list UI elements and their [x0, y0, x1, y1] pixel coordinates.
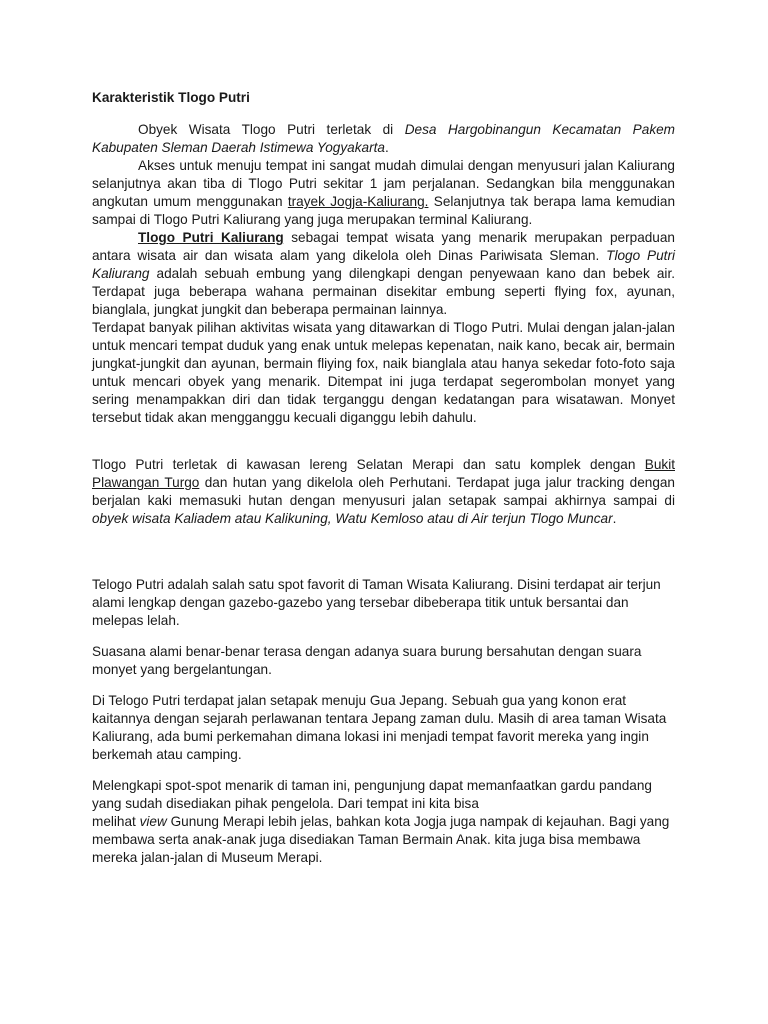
paragraph-spot-favorit: Telogo Putri adalah salah satu spot favorit di Taman Wisata Kaliurang. Disini terdapat air terjun alami lengkap dengan gazebo-gazebo yang tersebar dibeberapa titik untuk bersantai dan melepas lelah.	[92, 577, 661, 629]
text-run: melihat	[92, 814, 140, 830]
paragraph-area	[92, 456, 675, 528]
link-tlogo-putri-kaliurang[interactable]: Tlogo Putri Kaliurang	[138, 230, 284, 245]
text-run: adalah sebuah embung yang dilengkapi dengan penyewaan kano dan bebek air. Terdapat juga beberapa wahana permainan disekitar embung seperti flying fox, ayunan, bianglala, jungkat jungkit dan beberapa permainan lainnya.	[92, 266, 675, 318]
paragraph-activities: Terdapat banyak pilihan aktivitas wisata yang ditawarkan di Tlogo Putri. Mulai dengan jalan-jalan untuk mencari tempat duduk yang enak untuk melepas kepenatan, naik kano, becak air, bermain jungkat-jungkit dan ayunan, bermain fliying fox, naik bianglala atau hanya sekedar foto-foto saja untuk mencari obyek yang menarik. Ditempat ini juga terdapat segerombolan monyet yang sering menampakkan diri dan tidak terganggu dengan kedatangan para wisatawan. Monyet tersebut tidak akan mengganggu kecuali diganggu lebih dahulu.	[92, 320, 675, 426]
paragraph-access	[92, 157, 675, 229]
text-run-italic: view	[139, 814, 167, 830]
paragraph-gardu-pandang	[92, 777, 675, 867]
text-run: sebagai tempat wisata yang menarik merupakan perpaduan antara wisata air dan wisata alam yang dikelola oleh Dinas Pariwisata Sleman.	[92, 230, 675, 264]
text-run-italic: obyek wisata Kaliadem atau Kalikuning, Watu Kemloso atau di Air terjun Tlogo Muncar	[92, 511, 613, 527]
text-run-italic: Tlogo Putri Kaliurang	[92, 248, 675, 282]
document-title: Karakteristik Tlogo Putri	[92, 90, 250, 105]
text-run: Obyek Wisata Tlogo Putri terletak di	[138, 122, 405, 137]
text-run: Akses untuk menuju tempat ini sangat mudah dimulai dengan menyusuri jalan Kaliurang selanjutnya akan tiba di Tlogo Putri sekitar 1 jam perjalanan. Sedangkan bila menggunakan angkutan umum menggunakan	[92, 158, 675, 210]
paragraph-suasana: Suasana alami benar-benar terasa dengan adanya suara burung bersahutan dengan suara monyet yang bergelantungan.	[92, 644, 642, 678]
text-run-italic: Desa Hargobinangun Kecamatan Pakem Kabupaten Sleman Daerah Istimewa Yogyakarta	[92, 122, 675, 156]
text-run: Tlogo Putri terletak di kawasan lereng Selatan Merapi dan satu komplek dengan	[92, 457, 645, 472]
text-run: Gunung Merapi lebih jelas, bahkan kota Jogja juga nampak di kejauhan. Bagi yang membawa serta anak-anak juga disediakan Taman Bermain Anak. kita juga bisa membawa mereka jalan-jalan di Museum Merapi.	[92, 814, 670, 866]
paragraph-description	[92, 229, 675, 319]
text-run: Selanjutnya tak berapa lama kemudian sampai di Tlogo Putri Kaliurang yang juga merupakan terminal Kaliurang.	[92, 194, 676, 228]
text-run: .	[612, 511, 617, 527]
text-run: .	[384, 140, 389, 156]
link-trayek[interactable]: trayek Jogja-Kaliurang.	[287, 194, 429, 210]
text-run: dan hutan yang dikelola oleh Perhutani. Terdapat juga jalur tracking dengan berjalan kaki memasuki hutan dengan menyusuri jalan setapak sampai akhirnya sampai di	[92, 475, 675, 509]
text-run: Melengkapi spot-spot menarik di taman ini, pengunjung dapat memanfaatkan gardu pandang yang sudah disediakan pihak pengelola. Dari tempat ini kita bisa	[92, 778, 652, 812]
paragraph-location	[92, 121, 675, 157]
paragraph-gua-jepang: Di Telogo Putri terdapat jalan setapak menuju Gua Jepang. Sebuah gua yang konon erat kaitannya dengan sejarah perlawanan tentara Jepang zaman dulu. Masih di area taman Wisata Kaliurang, ada bumi perkemahan dimana lokasi ini menjadi tempat favorit mereka yang ingin berkemah atau camping.	[92, 693, 667, 763]
link-bukit-plawangan-turgo[interactable]: Bukit Plawangan Turgo	[92, 457, 675, 491]
